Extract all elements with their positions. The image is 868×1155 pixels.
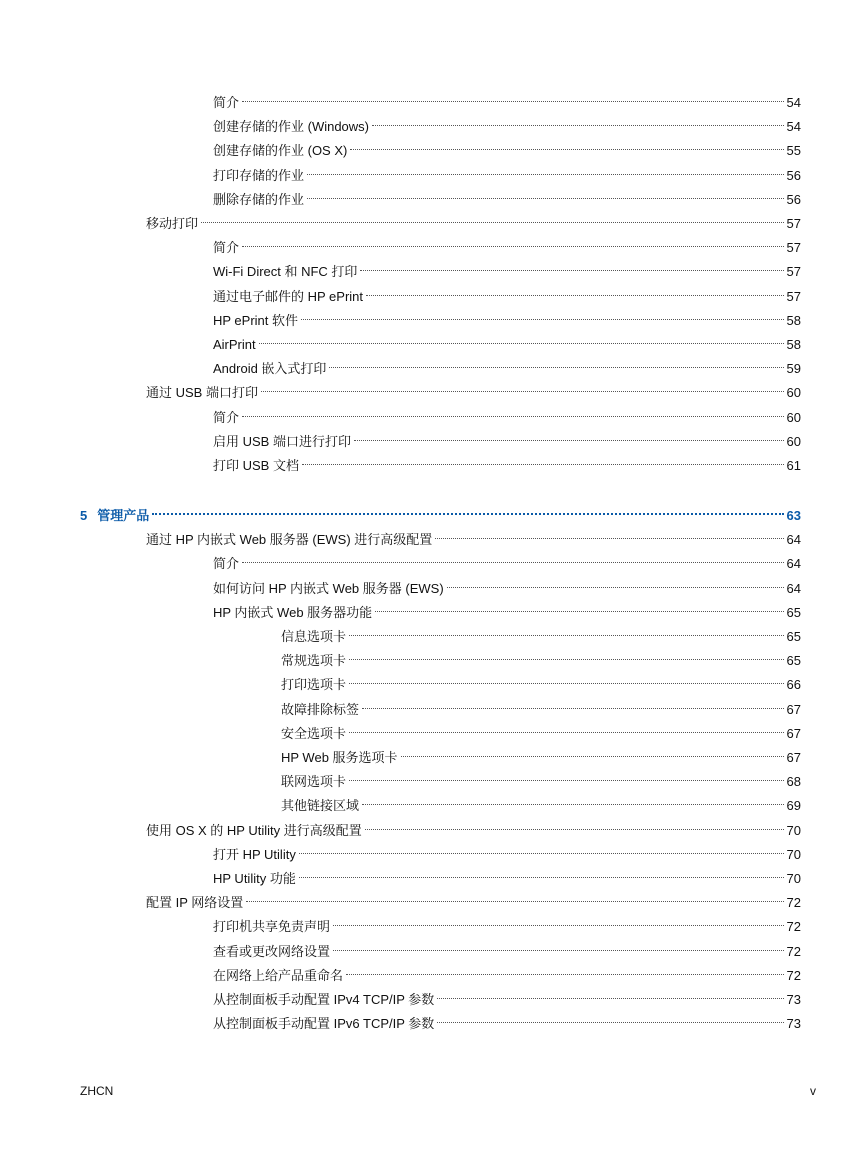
toc-entry-title: 在网络上给产品重命名 xyxy=(213,967,344,983)
toc-page-number: 57 xyxy=(786,240,801,256)
toc-page-number: 60 xyxy=(786,409,801,425)
toc-dot-leader xyxy=(299,833,784,854)
toc-page-number: 63 xyxy=(786,508,801,524)
toc-entry[interactable] xyxy=(213,449,801,473)
toc-entry[interactable] xyxy=(146,376,801,401)
toc-entry-title: Android 嵌入式打印 xyxy=(213,361,327,377)
toc-dot-leader xyxy=(349,760,784,781)
toc-entry-title: Wi-Fi Direct 和 NFC 打印 xyxy=(213,264,358,280)
toc-dot-leader xyxy=(362,784,784,805)
toc-dot-leader xyxy=(242,542,784,563)
toc-page-number: 64 xyxy=(786,580,801,596)
toc-dot-leader xyxy=(152,493,783,515)
toc-entry-title: 使用 OS X 的 HP Utility 进行高级配置 xyxy=(146,822,362,838)
toc-entry-title: HP ePrint 软件 xyxy=(213,312,299,328)
toc-page-number: 60 xyxy=(786,433,801,449)
toc-entry-title: HP Utility 功能 xyxy=(213,871,296,886)
toc-page-number: 65 xyxy=(786,629,801,644)
toc-dot-leader xyxy=(261,371,784,392)
toc-entry-title: 如何访问 HP 内嵌式 Web 服务器 (EWS) xyxy=(213,580,444,596)
toc-page-number: 70 xyxy=(786,846,801,862)
toc-dot-leader xyxy=(435,518,783,539)
toc-entry-title: 查看或更改网络设置 xyxy=(213,943,331,959)
toc-page-number: 67 xyxy=(786,750,801,765)
toc-entry[interactable] xyxy=(213,159,801,183)
footer-page-number: v xyxy=(810,1084,816,1098)
toc-entry[interactable] xyxy=(213,935,801,959)
toc-entry[interactable] xyxy=(281,693,801,717)
toc-page-number: 58 xyxy=(786,337,801,352)
toc-entry-title: 通过 HP 内嵌式 Web 服务器 (EWS) 进行高级配置 xyxy=(146,532,433,548)
toc-page-number: 58 xyxy=(786,312,801,328)
toc-entry[interactable] xyxy=(281,789,801,814)
toc-entry[interactable] xyxy=(213,280,801,304)
toc-entry-title: 信息选项卡 xyxy=(281,629,347,644)
toc-entry[interactable] xyxy=(213,86,801,110)
toc-entry[interactable] xyxy=(213,183,801,207)
toc-entry-title: 启用 USB 端口进行打印 xyxy=(213,433,351,449)
toc-page-number: 67 xyxy=(786,725,801,741)
toc-page-number: 66 xyxy=(786,677,801,693)
toc-page-number: 64 xyxy=(786,556,801,572)
toc-dot-leader xyxy=(437,1002,783,1023)
toc-entry-title: 通过 USB 端口打印 xyxy=(146,385,258,401)
toc-dot-leader xyxy=(242,226,784,247)
toc-dot-leader xyxy=(299,857,784,878)
toc-entry[interactable] xyxy=(281,765,801,790)
toc-entry[interactable] xyxy=(281,717,801,741)
toc-dot-leader xyxy=(307,178,784,199)
toc-entry-title: HP Web 服务选项卡 xyxy=(281,750,398,765)
toc-dot-leader xyxy=(349,639,784,660)
toc-entry[interactable] xyxy=(213,110,801,135)
toc-entry[interactable] xyxy=(213,304,801,328)
toc-entry-title: AirPrint xyxy=(213,337,256,352)
toc-entry[interactable] xyxy=(213,596,801,620)
toc-dot-leader xyxy=(366,275,784,296)
toc-page-number: 72 xyxy=(786,895,801,911)
toc-entry-title: 从控制面板手动配置 IPv6 TCP/IP 参数 xyxy=(213,1016,435,1032)
toc-dot-leader xyxy=(350,129,783,150)
toc-entry[interactable] xyxy=(213,231,801,256)
toc-entry[interactable] xyxy=(213,401,801,425)
toc-dot-leader xyxy=(447,567,784,588)
toc-dot-leader xyxy=(242,81,784,102)
toc-entry[interactable] xyxy=(213,352,801,377)
toc-dot-leader xyxy=(201,202,784,223)
toc-page-number: 65 xyxy=(786,604,801,620)
toc-dot-leader xyxy=(349,712,784,733)
toc-page-number: 54 xyxy=(786,95,801,110)
toc-page-number: 59 xyxy=(786,361,801,377)
toc-entry[interactable] xyxy=(213,983,801,1007)
toc-page-number: 55 xyxy=(786,143,801,159)
toc-entry[interactable] xyxy=(146,523,801,548)
toc-page-number: 73 xyxy=(786,992,801,1007)
toc-page-number: 57 xyxy=(786,216,801,231)
toc-page-number: 57 xyxy=(786,264,801,280)
toc-entry-title: 安全选项卡 xyxy=(281,725,347,741)
toc-entry-title: 从控制面板手动配置 IPv4 TCP/IP 参数 xyxy=(213,992,435,1007)
toc-page-number: 72 xyxy=(786,919,801,935)
toc-dot-leader xyxy=(401,736,784,757)
toc-dot-leader xyxy=(372,105,784,126)
toc-dot-leader xyxy=(349,615,784,636)
toc-entry[interactable] xyxy=(213,959,801,983)
toc-dot-leader xyxy=(360,250,783,271)
toc-entry[interactable] xyxy=(281,741,801,765)
toc-entry-title: 删除存储的作业 xyxy=(213,191,305,207)
toc-entry-title: 打印选项卡 xyxy=(281,677,347,693)
toc-entry-title: 打印存储的作业 xyxy=(213,167,305,183)
toc-dot-leader xyxy=(354,420,784,441)
toc-page-number: 64 xyxy=(786,532,801,548)
toc-entry[interactable] xyxy=(213,425,801,449)
toc-entry[interactable] xyxy=(213,572,801,596)
toc-dot-leader xyxy=(259,323,784,344)
toc-dot-leader xyxy=(333,930,784,951)
toc-entry-title: 创建存储的作业 (OS X) xyxy=(213,143,348,159)
toc-page-number: 68 xyxy=(786,774,801,790)
toc-entry-title: 配置 IP 网络设置 xyxy=(146,895,244,911)
toc-dot-leader xyxy=(362,688,784,709)
toc-dot-leader xyxy=(437,978,783,999)
toc-entry-title: 通过电子邮件的 HP ePrint xyxy=(213,288,364,304)
toc-entry[interactable] xyxy=(213,838,801,862)
toc-dot-leader xyxy=(301,299,784,320)
toc-entry-title: 创建存储的作业 (Windows) xyxy=(213,119,370,135)
toc-page-number: 70 xyxy=(786,822,801,838)
toc-entry[interactable] xyxy=(146,207,801,231)
footer-language-code: ZHCN xyxy=(80,1084,114,1098)
toc-entry[interactable] xyxy=(146,814,801,838)
toc-page-number: 70 xyxy=(786,871,801,886)
toc-entry-title: 打开 HP Utility xyxy=(213,846,296,862)
toc-page-number: 67 xyxy=(786,701,801,717)
toc-entry-title: 管理产品 xyxy=(97,508,150,524)
toc-chapter-number: 5 xyxy=(80,508,88,524)
toc-entry[interactable] xyxy=(213,1007,801,1032)
toc-dot-leader xyxy=(307,154,784,175)
toc-dot-leader xyxy=(333,905,784,926)
toc-page-number: 54 xyxy=(786,119,801,135)
toc-entry[interactable] xyxy=(146,886,801,911)
toc-dot-leader xyxy=(302,444,784,465)
toc-page-number: 73 xyxy=(786,1016,801,1032)
toc-page-number: 61 xyxy=(786,458,801,473)
toc-dot-leader xyxy=(242,396,784,417)
toc-page-number: 60 xyxy=(786,385,801,401)
toc-entry-title: 简介 xyxy=(213,240,240,256)
toc-entry-title: 其他链接区域 xyxy=(281,798,360,814)
toc-entry-title: 移动打印 xyxy=(146,216,199,231)
toc-entry[interactable] xyxy=(281,620,801,644)
toc-page-number: 57 xyxy=(786,288,801,304)
toc-dot-leader xyxy=(246,881,783,902)
toc-entry-title: 打印 USB 文档 xyxy=(213,458,299,473)
toc-chapter-entry[interactable] xyxy=(80,498,801,524)
toc-entry-title: 常规选项卡 xyxy=(281,653,347,669)
toc-entry-title: 打印机共享免责声明 xyxy=(213,919,331,935)
toc-entry-title: 简介 xyxy=(213,409,240,425)
toc-dot-leader xyxy=(349,663,784,684)
toc-page-number: 72 xyxy=(786,943,801,959)
toc-entry-title: 故障排除标签 xyxy=(281,701,360,717)
toc-entry-title: 联网选项卡 xyxy=(281,774,347,790)
toc-entry[interactable] xyxy=(213,862,801,886)
toc-entry[interactable] xyxy=(213,328,801,352)
toc-page-number: 56 xyxy=(786,191,801,207)
toc-page-number: 72 xyxy=(786,967,801,983)
toc-entry[interactable] xyxy=(281,644,801,669)
toc-dot-leader xyxy=(375,591,783,612)
toc-page-number: 65 xyxy=(786,653,801,669)
toc-entry[interactable] xyxy=(213,134,801,159)
toc-entry-title: 简介 xyxy=(213,95,240,110)
toc-dot-leader xyxy=(329,347,783,368)
toc-page-number: 56 xyxy=(786,167,801,183)
toc-entry[interactable] xyxy=(281,668,801,693)
toc-entry-title: 简介 xyxy=(213,556,240,572)
toc-page-number: 69 xyxy=(786,798,801,814)
toc-entry[interactable] xyxy=(213,255,801,280)
toc-dot-leader xyxy=(365,809,784,830)
toc-entry-title: HP 内嵌式 Web 服务器功能 xyxy=(213,604,373,620)
toc-entry[interactable] xyxy=(213,910,801,935)
toc-dot-leader xyxy=(346,954,784,975)
toc-entry[interactable] xyxy=(213,547,801,572)
